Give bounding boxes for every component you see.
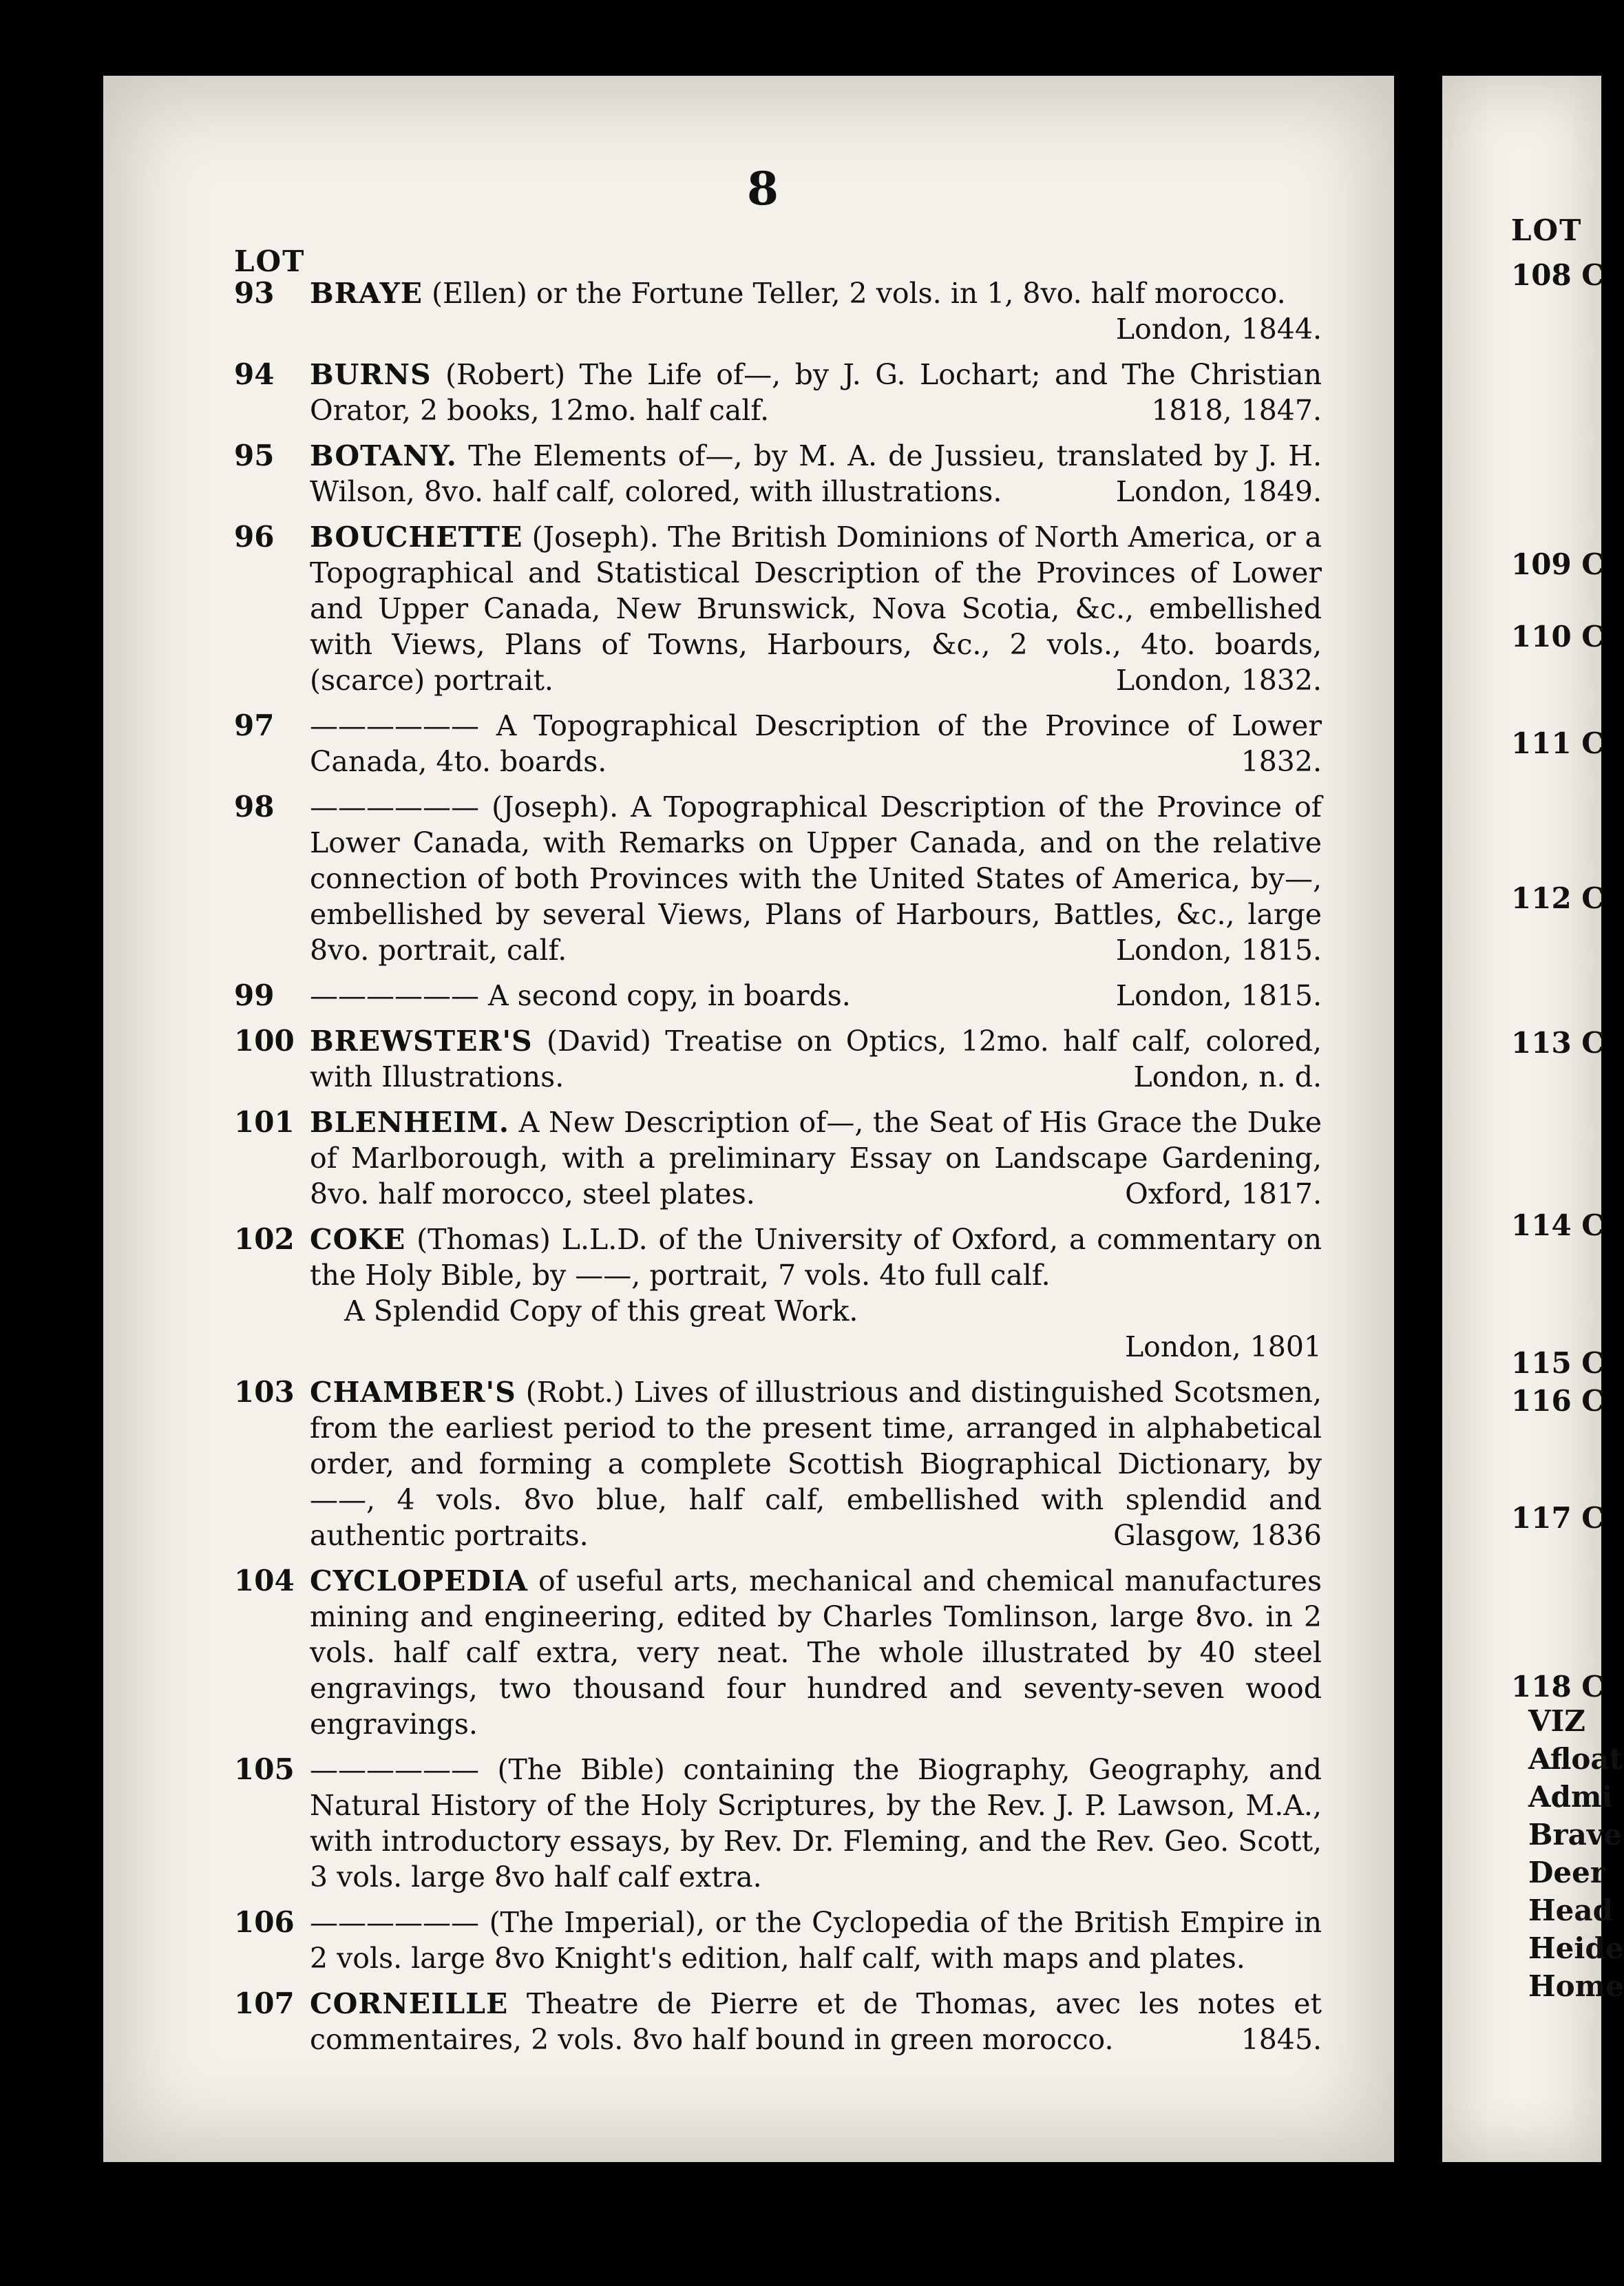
entry-description: —————— A second copy, in boards.	[310, 979, 851, 1012]
entry-imprint: Oxford, 1817.	[1125, 1177, 1322, 1210]
left-page	[103, 76, 1394, 2162]
entry-text	[310, 978, 1322, 1014]
entry-text	[310, 1023, 1322, 1095]
entry-heading: BURNS	[310, 358, 432, 391]
page-number: 8	[747, 162, 779, 216]
entry-heading: BRAYE	[310, 277, 423, 310]
entry-heading: BLENHEIM.	[310, 1106, 510, 1139]
entry-text	[310, 357, 1322, 428]
entry-description: —————— A Topographical Description of the Province of Lower Canada, 4to. boards.	[310, 709, 1322, 778]
right-word-fragment: Heide	[1528, 1931, 1624, 1965]
lot-number: 95	[234, 439, 275, 472]
right-word-fragment: Admi	[1528, 1780, 1613, 1814]
lot-column-header: LOT	[234, 244, 306, 278]
lot-number: 97	[234, 709, 275, 742]
lot-number: 102	[234, 1222, 295, 1256]
entry-imprint: London, 1844.	[1115, 313, 1322, 346]
right-lot-number: 115 C	[1511, 1346, 1605, 1380]
entry-imprint: 1832.	[1241, 745, 1322, 778]
entry-description: —————— (The Bible) containing the Biography, Geography, and Natural History of the Holy Scriptures, by the Rev. J. P. Lawson, M.A., with introductory essays, by Rev. Dr. Fleming, and the Rev. Geo. Scott, 3 vols. large 8vo half calf extra.	[310, 1753, 1322, 1894]
entry-description: (Thomas) L.L.D. of the University of Oxford, a commentary on the Holy Bible, by ——, portrait, 7 vols. 4to full calf.	[310, 1223, 1322, 1292]
entry-description: A New Description of—, the Seat of His Grace the Duke of Marlborough, with a preliminary Essay on Landscape Gardening, 8vo. half morocco, steel plates.	[310, 1106, 1322, 1210]
catalogue-entry	[234, 789, 1322, 968]
entry-heading: CYCLOPEDIA	[310, 1564, 528, 1597]
entry-description: —————— (The Imperial), or the Cyclopedia of the British Empire in 2 vols. large 8vo Knight's edition, half calf, with maps and plates.	[310, 1906, 1322, 1975]
catalogue-entry	[234, 1221, 1322, 1365]
lot-number: 104	[234, 1564, 295, 1597]
catalogue-entry	[234, 1986, 1322, 2057]
right-word-fragment: Brave	[1528, 1818, 1622, 1852]
right-lot-number: 112 C	[1511, 881, 1605, 915]
catalogue-entry	[234, 708, 1322, 779]
right-word-fragment: Deer	[1528, 1856, 1605, 1889]
entry-heading: BREWSTER'S	[310, 1025, 533, 1058]
entry-text	[310, 1752, 1322, 1895]
right-lot-number: 110 C	[1511, 620, 1605, 653]
entry-heading: CORNEILLE	[310, 1987, 509, 2020]
entry-note: A Splendid Copy of this great Work.	[344, 1294, 858, 1328]
lot-number: 107	[234, 1986, 295, 2020]
entry-description: (Joseph). The British Dominions of North America, or a Topographical and Statistical Description of the Provinces of Lower and Upper Canada, New Brunswick, Nova Scotia, &c., embellished with Views, Plans of Towns, Harbours, &c., 2 vols., 4to. boards, (scarce) portrait.	[310, 521, 1322, 697]
right-word-fragment: VIZ	[1528, 1704, 1585, 1738]
lot-number: 99	[234, 978, 275, 1012]
lot-number: 106	[234, 1905, 295, 1939]
entry-text	[310, 1905, 1322, 1976]
entry-description: (Ellen) or the Fortune Teller, 2 vols. in 1, 8vo. half morocco.	[423, 277, 1286, 310]
right-word-fragment: Afloat	[1528, 1742, 1623, 1776]
lot-number: 93	[234, 276, 275, 310]
right-lot-number: 109 C	[1511, 547, 1605, 581]
entry-heading: BOUCHETTE	[310, 521, 523, 554]
entry-imprint: 1845.	[1241, 2023, 1322, 2056]
right-word-fragment: Home	[1528, 1969, 1624, 2003]
entry-description: The Elements of—, by M. A. de Jussieu, translated by J. H. Wilson, 8vo. half calf, colored, with illustrations.	[310, 439, 1322, 508]
right-lot-number: 108 C	[1511, 258, 1605, 292]
entry-imprint: London, 1832.	[1115, 664, 1322, 697]
entry-heading: CHAMBER'S	[310, 1376, 516, 1409]
entry-text	[310, 1563, 1322, 1742]
entry-text	[310, 1221, 1322, 1365]
entry-description: —————— (Joseph). A Topographical Description of the Province of Lower Canada, with Remarks on Upper Canada, and on the relative connection of both Provinces with the United States of America, by—, embellished by several Views, Plans of Harbours, Battles, &c., large 8vo. portrait, calf.	[310, 790, 1322, 967]
right-page-fragment	[1442, 76, 1624, 2162]
catalogue-entry	[234, 1023, 1322, 1095]
catalogue-entries	[234, 275, 1322, 2067]
catalogue-entry	[234, 275, 1322, 347]
entry-imprint: London, 1801	[1124, 1330, 1322, 1363]
entry-description: (Robt.) Lives of illustrious and distinguished Scotsmen, from the earliest period to the present time, arranged in alphabetical order, and forming a complete Scottish Biographical Dictionary, by ——, 4 vols. 8vo blue, half calf, embellished with splendid and authentic portraits.	[310, 1376, 1322, 1552]
entry-imprint: London, 1815.	[1115, 979, 1322, 1012]
right-word-fragment: Head	[1528, 1894, 1613, 1927]
entry-text	[310, 519, 1322, 698]
catalogue-entry	[234, 1752, 1322, 1895]
entry-text	[310, 789, 1322, 968]
entry-text	[310, 1374, 1322, 1553]
lot-number: 98	[234, 790, 275, 824]
entry-text	[310, 1986, 1322, 2057]
entry-description: Theatre de Pierre et de Thomas, avec les notes et commentaires, 2 vols. 8vo half bound in green morocco.	[310, 1987, 1322, 2056]
catalogue-entry	[234, 1374, 1322, 1553]
entry-text	[310, 1104, 1322, 1212]
entry-heading: COKE	[310, 1223, 406, 1256]
catalogue-entry	[234, 357, 1322, 428]
entry-description: (Robert) The Life of—, by J. G. Lochart; and The Christian Orator, 2 books, 12mo. half calf.	[310, 358, 1322, 427]
lot-number: 100	[234, 1024, 295, 1058]
entry-text	[310, 275, 1322, 347]
entry-heading: BOTANY.	[310, 439, 457, 472]
lot-number: 101	[234, 1105, 295, 1139]
lot-number: 103	[234, 1375, 295, 1409]
entry-imprint: London, 1815.	[1115, 934, 1322, 967]
right-lot-number: 114 C	[1511, 1208, 1605, 1242]
entry-description: of useful arts, mechanical and chemical manufactures mining and engineering, edited by Charles Tomlinson, large 8vo. in 2 vols. half calf extra, very neat. The whole illustrated by 40 steel engravings, two thousand four hundred and seventy-seven wood engravings.	[310, 1564, 1322, 1741]
entry-text	[310, 708, 1322, 779]
entry-imprint: London, n. d.	[1133, 1060, 1322, 1093]
catalogue-entry	[234, 1563, 1322, 1742]
entry-imprint: Glasgow, 1836	[1113, 1519, 1322, 1552]
entry-text	[310, 438, 1322, 510]
catalogue-entry	[234, 978, 1322, 1014]
right-lot-number: 118 C	[1511, 1670, 1605, 1703]
catalogue-entry	[234, 1104, 1322, 1212]
catalogue-entry	[234, 1905, 1322, 1976]
entry-imprint: 1818, 1847.	[1151, 394, 1322, 427]
entry-imprint: London, 1849.	[1115, 475, 1322, 508]
lot-number: 105	[234, 1752, 295, 1786]
entry-description: (David) Treatise on Optics, 12mo. half calf, colored, with Illustrations.	[310, 1025, 1322, 1093]
lot-number: 94	[234, 357, 275, 391]
right-lot-number: 117 C	[1511, 1501, 1605, 1535]
right-lot-number: 111 C	[1511, 726, 1605, 760]
catalogue-entry	[234, 438, 1322, 510]
right-lot-number: 113 C	[1511, 1026, 1605, 1060]
lot-number: 96	[234, 520, 275, 554]
right-lot-column-header: LOT	[1511, 213, 1583, 247]
catalogue-entry	[234, 519, 1322, 698]
right-lot-number: 116 C	[1511, 1384, 1605, 1418]
